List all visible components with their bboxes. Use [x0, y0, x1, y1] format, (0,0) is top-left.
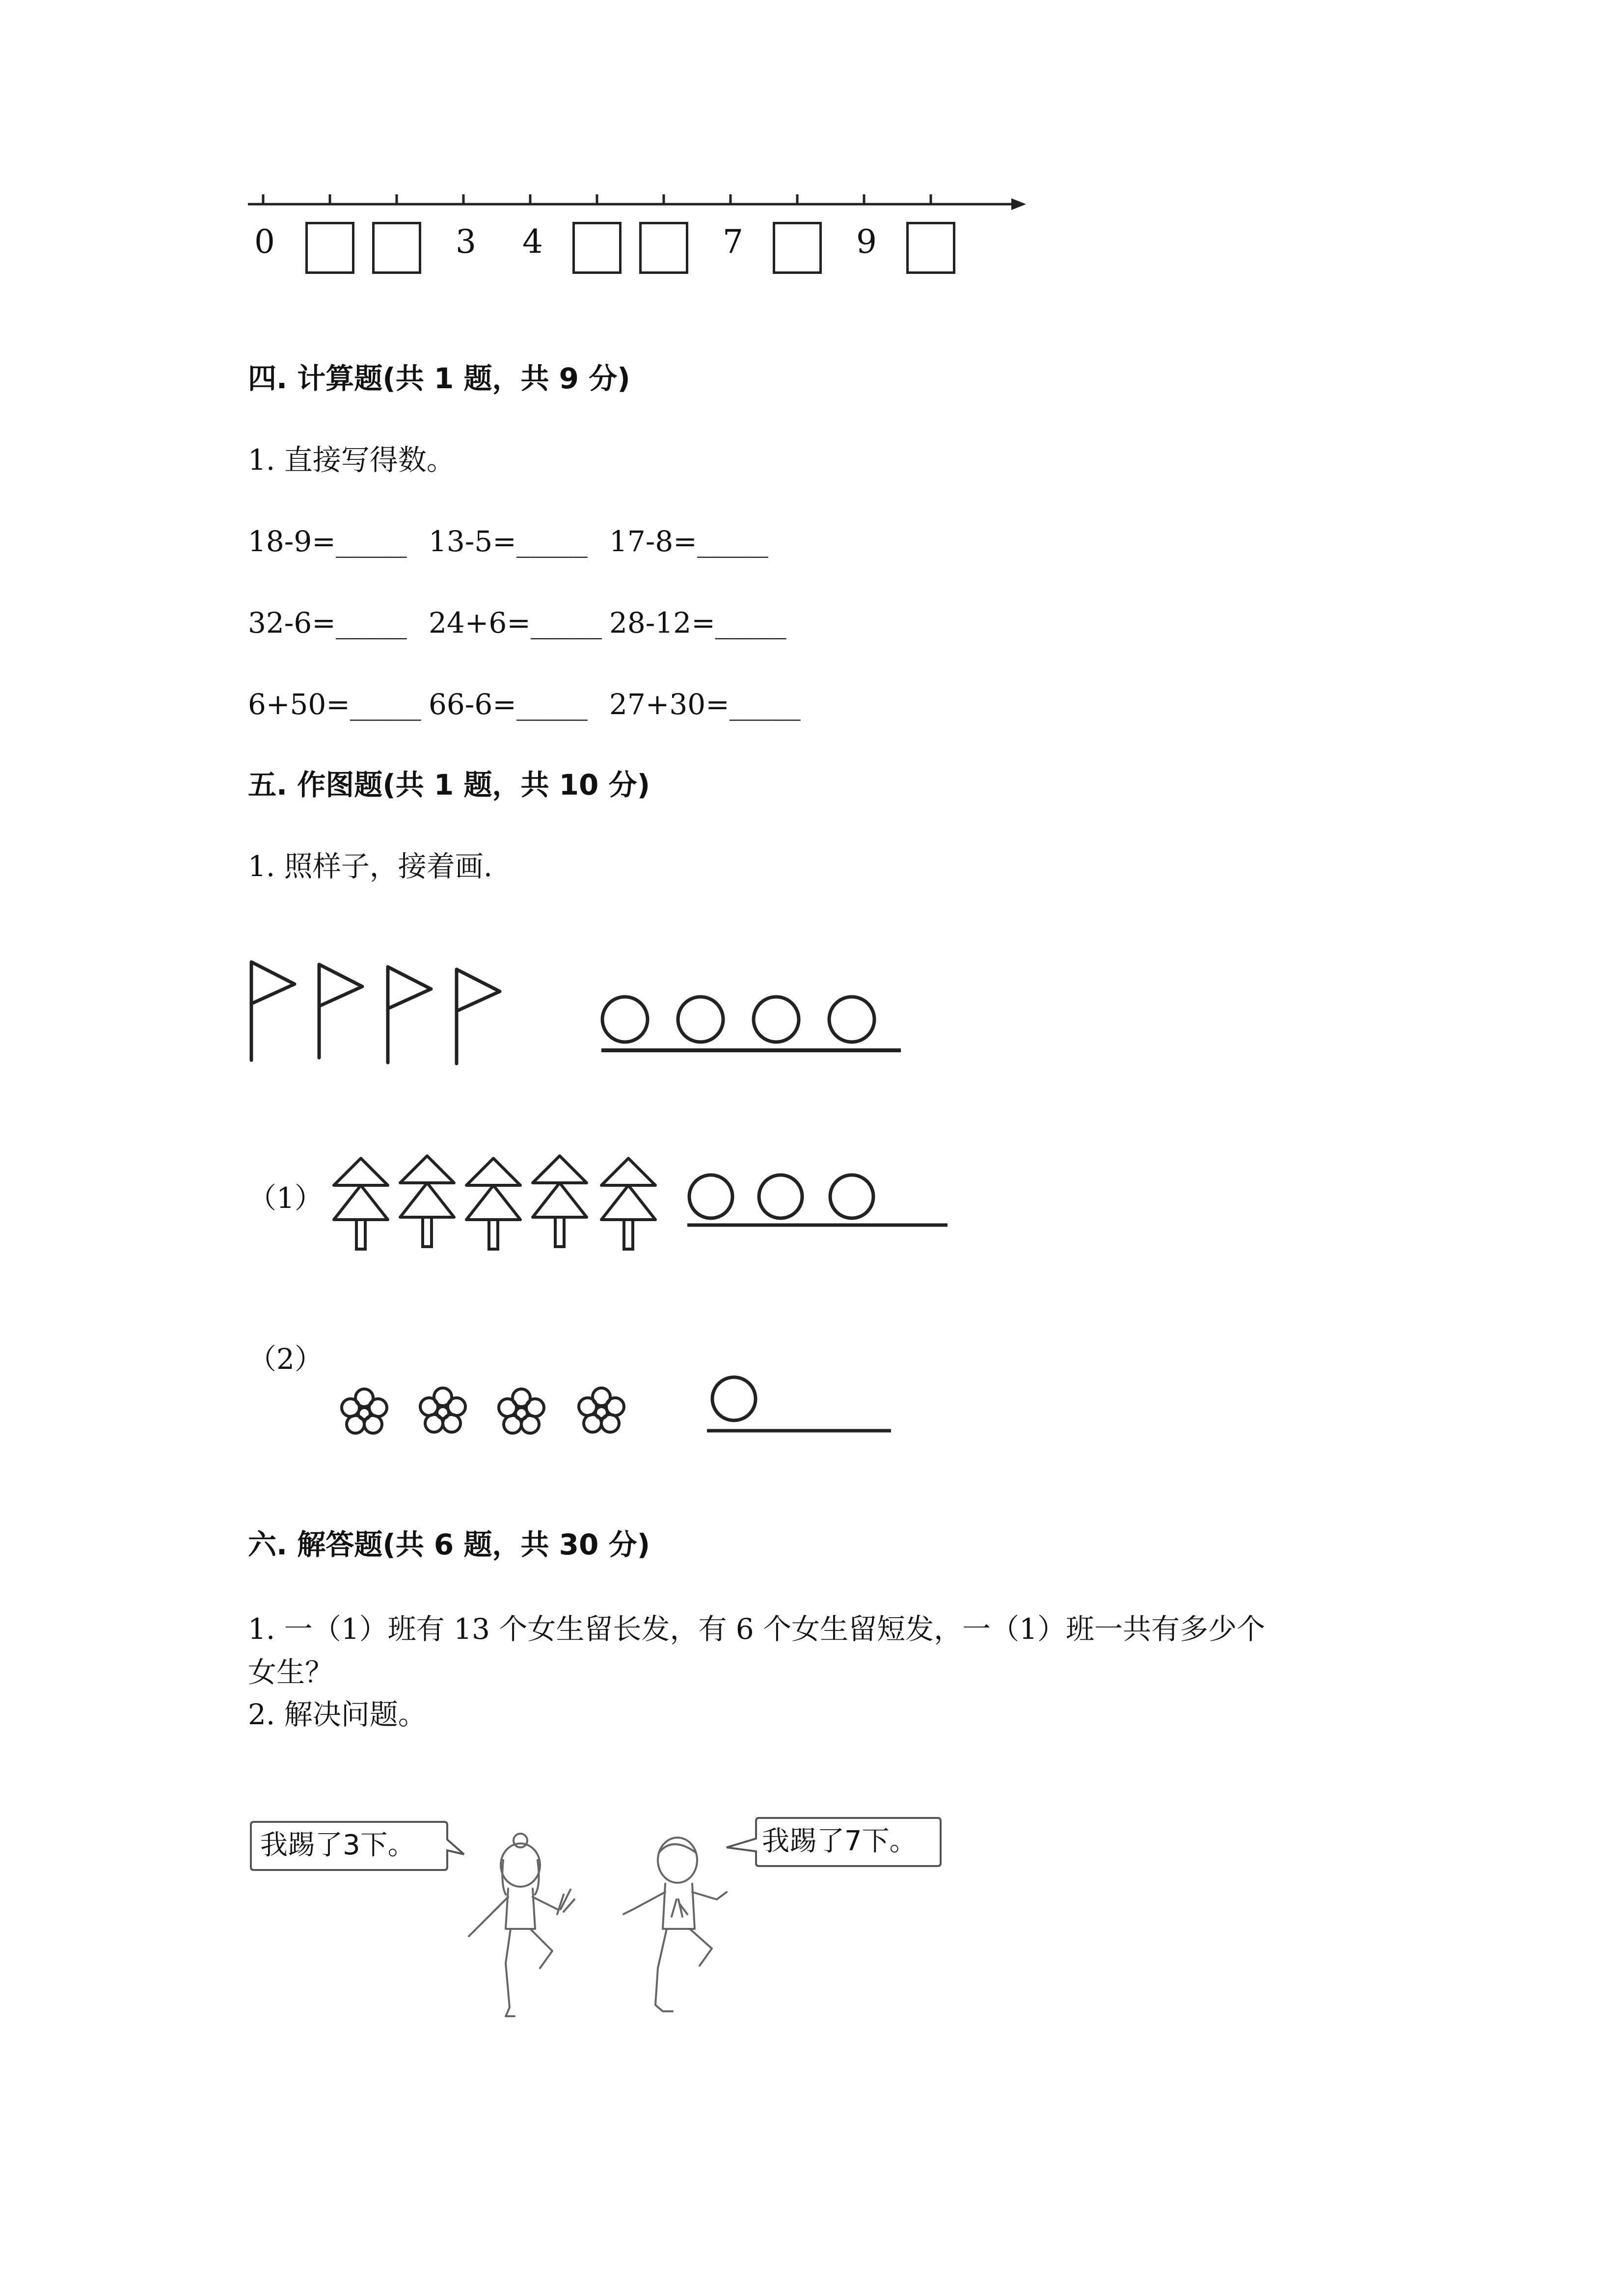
flower-row [334, 1379, 648, 1448]
calc-item[interactable]: 28-12=_____ [609, 606, 786, 640]
tick-label-7: 7 [723, 223, 743, 261]
tick-label-4: 4 [522, 223, 543, 261]
section6-question1-line1: 1. 一（1）班有 13 个女生留长发，有 6 个女生留短发，一（1）班一共有多少个 [248, 1612, 1266, 1646]
calc-item[interactable]: 18-9=_____ [248, 525, 407, 558]
section5-question1: 1. 照样子，接着画. [248, 850, 493, 883]
circle-row-1 [682, 1173, 957, 1227]
circle-row-2 [702, 1369, 898, 1443]
section4-title: 四. 计算题(共 1 题，共 9 分) [248, 362, 630, 395]
section5-title: 五. 作图题(共 1 题，共 10 分) [248, 768, 650, 801]
calc-item[interactable]: 32-6=_____ [248, 606, 407, 640]
boy-figure [609, 1826, 746, 2022]
section6-title: 六. 解答题(共 6 题，共 30 分) [248, 1528, 650, 1561]
calc-item[interactable]: 17-8=_____ [609, 525, 768, 558]
calc-item[interactable]: 27+30=_____ [609, 688, 801, 721]
calc-item[interactable]: 13-5=_____ [429, 525, 588, 558]
answer-box-8[interactable] [773, 222, 822, 274]
section5-label-2: （2） [248, 1342, 323, 1376]
tick-label-0: 0 [254, 223, 275, 261]
answer-box-2[interactable] [372, 222, 421, 274]
section5-label-1: （1） [248, 1181, 323, 1215]
calc-item[interactable]: 6+50=_____ [248, 688, 421, 721]
tick-label-9: 9 [856, 223, 877, 261]
section4-question1: 1. 直接写得数。 [248, 443, 455, 477]
answer-box-1[interactable] [305, 222, 354, 274]
tree-row [324, 1151, 677, 1269]
section6-question2: 2. 解决问题。 [248, 1698, 427, 1731]
calc-item[interactable]: 66-6=_____ [429, 688, 588, 721]
answer-box-6[interactable] [639, 222, 688, 274]
speech-text-left: 我踢了3下。 [260, 1829, 415, 1861]
example-flags [245, 955, 520, 1072]
tick-label-3: 3 [456, 223, 476, 261]
calc-item[interactable]: 24+6=_____ [429, 606, 602, 640]
answer-box-5[interactable] [572, 222, 622, 274]
girl-figure [457, 1831, 584, 2027]
section6-question1-line2: 女生？ [248, 1655, 334, 1689]
example-circles [596, 994, 911, 1053]
answer-box-10[interactable] [906, 222, 955, 274]
speech-text-right: 我踢了7下。 [762, 1825, 917, 1857]
